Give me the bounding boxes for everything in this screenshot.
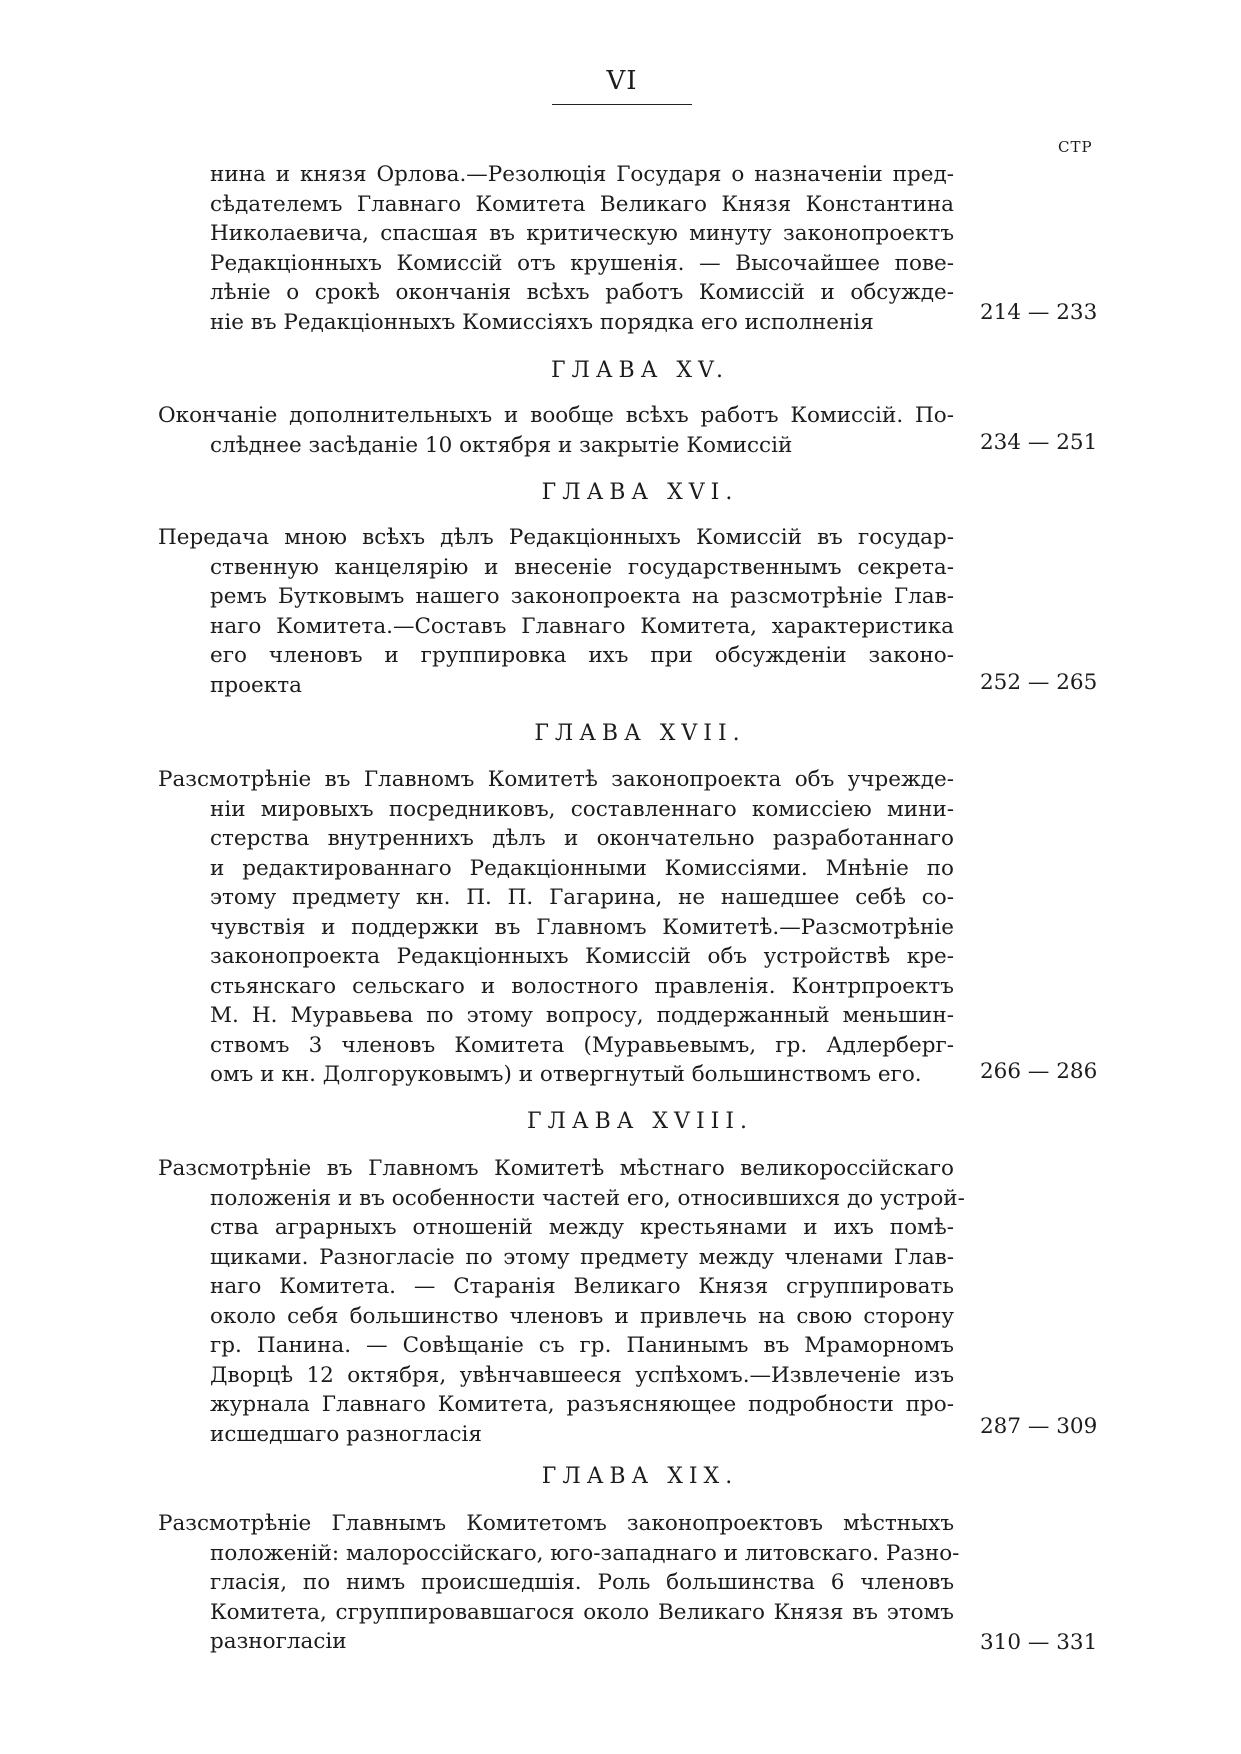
summary-line: положенія и въ особенности частей его, относившихся до устрой-: [210, 1185, 965, 1211]
summary-line: Редакціонныхъ Комиссій отъ крушенія. — Высочайшее пове-: [210, 250, 954, 276]
page-number: VI: [606, 66, 638, 96]
chapter-summary: [158, 523, 954, 700]
summary-line: ремъ Бутковымъ нашего законопроекта на разсмотрѣніе Глав-: [210, 584, 954, 609]
summary-line: М. Н. Муравьева по этому вопросу, поддержанный меньшин-: [210, 1003, 954, 1028]
summary-line: Дворцѣ 12 октября, увѣнчавшееся успѣхомъ.—Извлеченіе изъ: [210, 1362, 954, 1388]
summary-line: законопроекта Редакціонныхъ Комиссій объ устройствѣ кре-: [210, 944, 954, 969]
summary-line: стьянскаго сельскаго и волостного правленія. Контрпроектъ: [210, 973, 954, 999]
chapter-heading: ГЛАВА XIX.: [541, 1464, 739, 1489]
page-range: 252 — 265: [980, 670, 1098, 695]
summary-line: и редактированнаго Редакціонными Комиссіями. Мнѣніе по: [210, 855, 954, 881]
summary-line: около себя большинство членовъ и привлечь на свою сторону: [210, 1303, 954, 1329]
chapter-heading: ГЛАВА XVII.: [534, 721, 746, 746]
summary-line: ственную канцелярію и внесеніе государственнымъ секрета-: [210, 554, 954, 580]
summary-line: ства аграрныхъ отношеній между крестьянами и ихъ помѣ-: [210, 1215, 954, 1240]
summary-line: лѣніе о срокѣ окончанія всѣхъ работъ Комиссій и обсужде-: [210, 280, 954, 305]
chapter-summary: [158, 160, 954, 337]
page-range: 234 — 251: [980, 430, 1098, 455]
summary-line: нина и князя Орлова.—Резолюція Государя о назначеніи пред-: [210, 162, 954, 187]
summary-line: Передача мною всѣхъ дѣлъ Редакціонныхъ Комиссій въ государ-: [158, 525, 954, 550]
summary-line: стерства внутреннихъ дѣлъ и окончательно разработаннаго: [210, 826, 954, 851]
summary-line: омъ и кн. Долгоруковымъ) и отвергнутый большинствомъ его.: [210, 1062, 922, 1087]
chapter-heading: ГЛАВА XV.: [550, 358, 730, 383]
pages-column-label: СТР: [1058, 138, 1093, 156]
page-range: 310 — 331: [980, 1630, 1098, 1655]
page-range: 214 — 233: [980, 300, 1098, 325]
summary-line: этому предмету кн. П. П. Гагарина, не нашедшее себѣ со-: [210, 885, 954, 910]
chapter-summary: [158, 765, 954, 1090]
chapter-heading: ГЛАВА XVIII.: [526, 1109, 754, 1134]
summary-line: его членовъ и группировка ихъ при обсужденіи законо-: [210, 643, 954, 668]
summary-line: гласія, по нимъ происшедшія. Роль большинства 6 членовъ: [210, 1570, 954, 1595]
page-range: 287 — 309: [980, 1414, 1098, 1439]
summary-line: исшедшаго разногласія: [210, 1421, 482, 1447]
summary-line: положеній: малороссійскаго, юго-западнаго и литовскаго. Разно-: [210, 1540, 960, 1566]
summary-line: Комитета, сгруппировавшагося около Великаго Князя въ этомъ: [210, 1599, 954, 1625]
summary-line: ніе въ Редакціонныхъ Комиссіяхъ порядка его исполненія: [210, 309, 874, 335]
summary-line: ніи мировыхъ посредниковъ, составленнаго комиссіею мини-: [210, 796, 954, 822]
chapter-summary: [158, 1154, 965, 1449]
summary-line: щиками. Разногласіе по этому предмету между членами Глав-: [210, 1244, 954, 1270]
chapter-summary: [158, 401, 954, 460]
page-number-rule: [552, 104, 692, 105]
summary-line: ствомъ 3 членовъ Комитета (Муравьевымъ, гр. Адлерберг-: [210, 1032, 954, 1058]
summary-line: журнала Главнаго Комитета, разъясняющее подробности про-: [210, 1392, 954, 1417]
summary-line: гр. Панина. — Совѣщаніе съ гр. Панинымъ въ Мраморномъ: [210, 1333, 954, 1358]
chapter-summary: [158, 1509, 960, 1657]
summary-line: разногласіи: [210, 1629, 347, 1654]
summary-line: Николаевича, спасшая въ критическую минуту законопроектъ: [210, 221, 954, 246]
summary-line: наго Комитета. — Старанія Великаго Князя сгруппировать: [210, 1274, 954, 1299]
summary-line: проекта: [210, 672, 302, 698]
summary-line: сѣдателемъ Главнаго Комитета Великаго Князя Константина: [210, 191, 954, 217]
page-range: 266 — 286: [980, 1059, 1098, 1084]
summary-line: Разсмотрѣніе въ Главномъ Комитетѣ законопроекта объ учрежде-: [158, 767, 954, 792]
summary-line: слѣднее засѣданіе 10 октября и закрытіе Комиссій: [210, 432, 793, 458]
summary-line: Окончаніе дополнительныхъ и вообще всѣхъ работъ Комиссій. По-: [158, 403, 954, 428]
summary-line: Разсмотрѣніе Главнымъ Комитетомъ законопроектовъ мѣстныхъ: [158, 1511, 954, 1536]
summary-line: чувствія и поддержки въ Главномъ Комитетѣ.—Разсмотрѣніе: [210, 914, 954, 940]
chapter-heading: ГЛАВА XVI.: [541, 480, 739, 505]
summary-line: наго Комитета.—Составъ Главнаго Комитета, характеристика: [210, 613, 954, 639]
summary-line: Разсмотрѣніе въ Главномъ Комитетѣ мѣстнаго великороссійскаго: [158, 1156, 954, 1181]
